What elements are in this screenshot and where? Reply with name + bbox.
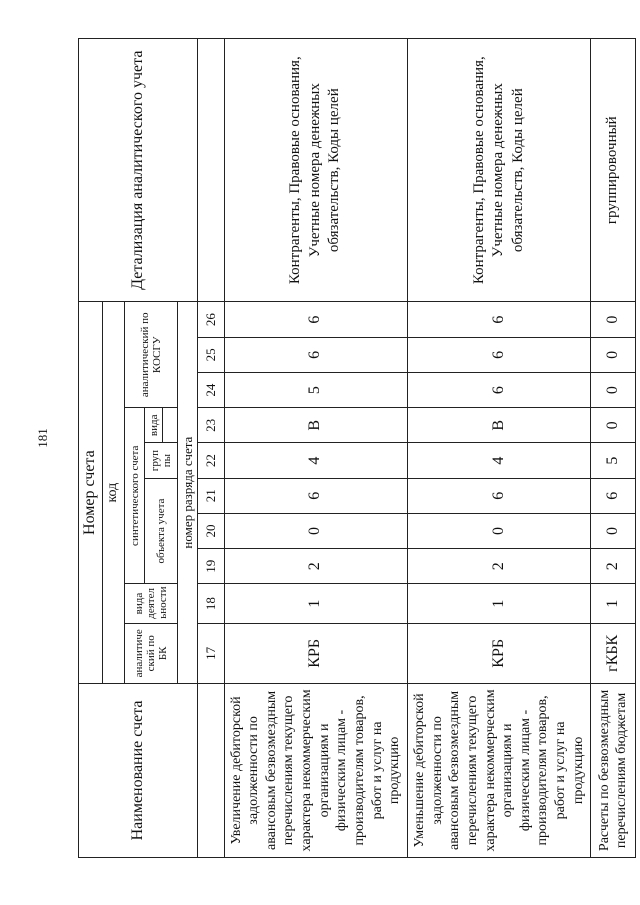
cell-value: КРБ <box>407 623 590 683</box>
accounts-table <box>78 38 636 858</box>
cell-value: 0 <box>591 408 636 443</box>
header-code: код <box>103 302 125 683</box>
header-digit-number: номер разряда счета <box>177 302 198 683</box>
cell-value: гКБК <box>591 623 636 683</box>
digit-label-spacer <box>198 683 224 857</box>
cell-value: 0 <box>224 513 407 548</box>
header-group: груп пы <box>145 443 177 478</box>
cell-value: 0 <box>591 337 636 372</box>
digit-col: 21 <box>198 478 224 513</box>
cell-value: 5 <box>591 443 636 478</box>
header-account-number: Номер счета <box>79 302 103 683</box>
cell-value: В <box>224 408 407 443</box>
header-object: объекта учета <box>145 478 177 584</box>
page-number: 181 <box>35 428 50 448</box>
table-row <box>407 39 590 858</box>
cell-value: 6 <box>407 337 590 372</box>
cell-value: 2 <box>407 549 590 584</box>
header-analytic-bk: аналитиче ский по БК <box>125 623 178 683</box>
cell-value: 6 <box>224 478 407 513</box>
header-activity-type: вида деятел ьности <box>125 584 178 623</box>
cell-value: 1 <box>591 584 636 623</box>
digit-col: 24 <box>198 372 224 407</box>
cell-value: КРБ <box>224 623 407 683</box>
table-row <box>224 39 407 858</box>
account-name: Расчеты по безвозмездным перечислениям бюджетам <box>591 683 636 857</box>
cell-value: 5 <box>224 372 407 407</box>
header-analytic-kosgu: аналитический по КОСГУ <box>125 302 178 408</box>
cell-value: 0 <box>591 513 636 548</box>
cell-value: 4 <box>224 443 407 478</box>
cell-value: 6 <box>591 478 636 513</box>
cell-value: 6 <box>224 302 407 337</box>
cell-value: 0 <box>591 302 636 337</box>
account-detail: группировочный <box>591 39 636 302</box>
accounts-table-sheet <box>78 38 636 858</box>
account-detail: Контрагенты, Правовые основания, Учетные номера денежных обязательств, Коды целей <box>407 39 590 302</box>
cell-value: 0 <box>591 372 636 407</box>
header-kind-spacer <box>163 408 177 443</box>
cell-value: 1 <box>407 584 590 623</box>
header-detail: Детализация аналитического учета <box>79 39 198 302</box>
header-kind: вида <box>145 408 163 443</box>
cell-value: В <box>407 408 590 443</box>
digit-col: 17 <box>198 623 224 683</box>
account-detail: Контрагенты, Правовые основания, Учетные номера денежных обязательств, Коды целей <box>224 39 407 302</box>
cell-value: 6 <box>407 372 590 407</box>
cell-value: 2 <box>591 549 636 584</box>
cell-value: 6 <box>224 337 407 372</box>
digit-col: 22 <box>198 443 224 478</box>
cell-value: 6 <box>407 478 590 513</box>
cell-value: 1 <box>224 584 407 623</box>
digit-col: 23 <box>198 408 224 443</box>
cell-value: 2 <box>224 549 407 584</box>
digit-detail-spacer <box>198 39 224 302</box>
digit-col: 20 <box>198 513 224 548</box>
account-name: Увеличение дебиторской задолженности по авансовым безвозмездным перечислениям текущего характера некоммерческим организациям и физическим лицам - производителям товаров, работ и услуг на продукцию <box>224 683 407 857</box>
account-name: Уменьшение дебиторской задолженности по авансовым безвозмездным перечислениям текущего характера некоммерческим организациям и физическим лицам - производителям товаров, работ и услуг на продукцию <box>407 683 590 857</box>
cell-value: 6 <box>407 302 590 337</box>
header-synthetic: синтетического счета <box>125 408 145 584</box>
header-account-name: Наименование счета <box>79 683 198 857</box>
digit-col: 26 <box>198 302 224 337</box>
digit-col: 18 <box>198 584 224 623</box>
digit-col: 25 <box>198 337 224 372</box>
digit-col: 19 <box>198 549 224 584</box>
cell-value: 4 <box>407 443 590 478</box>
table-row <box>591 39 636 858</box>
cell-value: 0 <box>407 513 590 548</box>
